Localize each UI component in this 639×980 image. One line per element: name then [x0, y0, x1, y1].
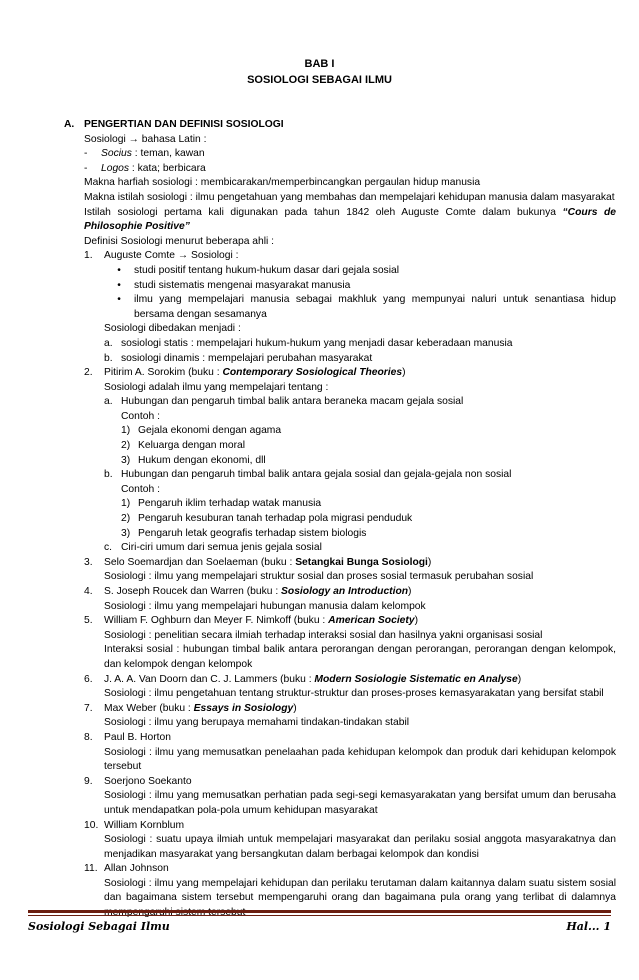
expert-item: 10. William Kornblum Sosiologi : suatu upaya ilmiah untuk mempelajari masyarakat dan perilaku sosial anggota masyarakatnya dan menjadikan masyarakat yang bersangkutan dalam berbagai kelompok dan kondisi	[84, 819, 616, 863]
etymology-item: - Socius : teman, kawan	[84, 148, 205, 160]
etymology-term: Socius	[101, 148, 132, 160]
example-item: 3) Hukum dengan ekonomi, dll	[121, 454, 266, 466]
bullet-icon: •	[117, 264, 121, 276]
section-heading	[64, 118, 616, 133]
expert-name: William F. Oghburn dan Meyer F. Nimkoff (buku : American Society)	[104, 615, 418, 627]
chapter-label: BAB I	[304, 58, 335, 70]
expert-item: 6. J. A. A. Van Doorn dan C. J. Lammers (buku : Modern Sosiologie Sistematic en Analyse) Sosiologi : ilmu pengetahuan tentang struktur-struktur dan proses-proses kemasyarakatan yang bersifat stabil	[84, 673, 616, 702]
expert-name: Paul B. Horton	[104, 731, 171, 743]
expert-name: William Kornblum	[104, 819, 185, 831]
first-use-paragraph: Istilah sosiologi pertama kali digunakan pada tahun 1842 oleh Auguste Comte dalam bukunya “Cours de Philosophie Positive”	[84, 206, 617, 233]
page-number: Hal... 1	[566, 920, 611, 933]
example-item: 2) Pengaruh kesuburan tanah terhadap pola migrasi penduduk	[121, 513, 413, 525]
expert-item: 2. Pitirim A. Sorokim (buku : Contemporary Sosiological Theories) Sosiologi adalah ilmu yang mempelajari tentang : a. Hubungan dan pengaruh timbal balik antara beraneka macam gejala sosial Contoh : 1) Gejala ekonomi dengan agama 2) Keluarga dengan moral 3) Hukum dengan ekonomi, dll b. Hubungan dan pengaruh timbal balik antara gejala sosial dan gejala-gejala non sosial Contoh : 1) Pengaruh iklim terhadap watak manusia 2) Pengaruh kesuburan tanah terhadap pola migrasi penduduk 3) Pengaruh letak geografis terhadap sistem biologis c. Ciri-ciri umum dari semua jenis gejala sosial	[84, 366, 616, 556]
book-title: American Society	[328, 615, 415, 627]
footer-rule-thin	[28, 915, 611, 916]
bullet-item: • studi sistematis mengenai masyarakat manusia	[104, 279, 616, 294]
example-label: Contoh :	[121, 483, 160, 495]
expert-definition: Interaksi sosial : hubungan timbal balik antara perorangan dengan perorangan, perorangan dengan kelompok, dan kelompok dengan kelompok	[104, 644, 616, 670]
etymology-intro: Sosiologi → bahasa Latin :	[84, 133, 207, 145]
expert-name: Auguste Comte → Sosiologi :	[104, 250, 239, 262]
footer-rule-thick	[28, 910, 611, 913]
book-title: Modern Sosiologie Sistematic en Analyse	[314, 673, 518, 685]
expert-definition: Sosiologi : ilmu yang memusatkan penelaahan pada kehidupan kelompok dan produk dari kehidupan kelompok tersebut	[104, 746, 616, 773]
expert-definition: Sosiologi : ilmu yang mempelajari kehidupan dan perilaku terutaman dalam kaitannya dalam suatu sistem sosial dan bagaimana sistem tersebut mempengaruhi orang dan bagaimana pula orang yang terlibat di dalamnya	[104, 877, 616, 904]
expert-item: 3. Selo Soemardjan dan Soelaeman (buku : Setangkai Bunga Sosiologi) Sosiologi : ilmu yang mempelajari struktur sosial dan proses sosial termasuk perubahan sosial	[84, 556, 616, 585]
book-title: Sosiology an Introduction	[281, 586, 409, 597]
expert-name: Max Weber (buku : Essays in Sosiology)	[104, 702, 297, 714]
division-intro: Sosiologi dibedakan menjadi :	[104, 323, 241, 335]
expert-name: Selo Soemardjan dan Soelaeman (buku : Setangkai Bunga Sosiologi)	[104, 556, 432, 568]
example-item: 1) Gejala ekonomi dengan agama	[121, 425, 282, 437]
expert-item: 7. Max Weber (buku : Essays in Sosiology) Sosiologi : ilmu yang berupaya memahami tindakan-tindakan stabil	[84, 702, 616, 731]
section-label: A.	[64, 119, 75, 130]
expert-item: 1. Auguste Comte → Sosiologi : • studi positif tentang hukum-hukum dasar dari gejala sosial • studi sistematis mengenai masyarakat manusia • ilmu yang mempelajari manusia sebagai makhluk yang mempunyai naluri untuk senantiasa hidup bersama dengan sesamanya Sosiologi dibedakan menjadi : a. sosiologi statis : mempelajari hukum-hukum yang menjadi dasar keberadaan manusia b. sosiologi dinamis : mempelajari perubahan masyarakat	[84, 249, 616, 366]
expert-definition: Sosiologi : suatu upaya ilmiah untuk mempelajari masyarakat dan perilaku sosial anggota masyarakatnya dan menjadikan masyarakat yang bersangkutan dalam berbagai kelompok dan kondisi	[104, 834, 616, 860]
expert-definition: Sosiologi : penelitian secara ilmiah terhadap interaksi sosial dan hasilnya yakni organisasi sosial	[104, 629, 543, 641]
literal-meaning: Makna harfiah sosiologi : membicarakan/memperbincangkan pergaulan hidup manusia	[84, 177, 481, 189]
definitions-intro: Definisi Sosiologi menurut beberapa ahli :	[84, 235, 275, 247]
footer-title: Sosiologi Sebagai Ilmu	[28, 920, 170, 933]
division-item: b. sosiologi dinamis : mempelajari perubahan masyarakat	[104, 352, 373, 364]
expert-definition: Sosiologi : ilmu pengetahuan tentang struktur-struktur dan proses-proses kemasyarakatan yang bersifat stabil	[104, 688, 604, 700]
book-title: Setangkai Bunga Sosiologi	[295, 556, 428, 568]
bullet-icon: •	[117, 279, 121, 291]
book-title: Contemporary Sosiological Theories	[222, 367, 403, 379]
division-item: a. sosiologi statis : mempelajari hukum-hukum yang menjadi dasar keberadaan manusia	[104, 337, 513, 349]
expert-definition: Sosiologi : ilmu yang berupaya memahami tindakan-tindakan stabil	[104, 717, 410, 729]
expert-definition: Sosiologi : ilmu yang mempelajari struktur sosial dan proses sosial termasuk perubahan sosial	[104, 571, 534, 583]
expert-name: S. Joseph Roucek dan Warren (buku : Sosiology an Introduction)	[104, 586, 412, 597]
example-item: 3) Pengaruh letak geografis terhadap sistem biologis	[121, 527, 367, 539]
expert-definition: Sosiologi : ilmu yang mempelajari hubungan manusia dalam kelompok	[104, 600, 426, 612]
expert-name: J. A. A. Van Doorn dan C. J. Lammers (buku : Modern Sosiologie Sistematic en Analyse)	[104, 673, 522, 685]
book-title: Essays in Sosiology	[193, 702, 294, 714]
sub-item: b. Hubungan dan pengaruh timbal balik antara gejala sosial dan gejala-gejala non sosial Contoh : 1) Pengaruh iklim terhadap watak manusia 2) Pengaruh kesuburan tanah terhadap pola migrasi penduduk 3) Pengaruh letak geografis terhadap sistem biologis	[104, 468, 616, 541]
expert-item: 9. Soerjono Soekanto Sosiologi : ilmu yang memusatkan perhatian pada segi-segi kemasyarakatan yang bersifat umum dan berusaha untuk mendapatkan pola-pola umum kehidupan masyarakat	[84, 775, 616, 819]
term-meaning: Makna istilah sosiologi : ilmu pengetahuan yang membahas dan mempelajari kehidupan manusia dalam masyarakat	[84, 191, 615, 203]
example-item: 1) Pengaruh iklim terhadap watak manusia	[121, 498, 322, 510]
bullet-icon: •	[117, 294, 121, 306]
sub-item: a. Hubungan dan pengaruh timbal balik antara beraneka macam gejala sosial Contoh : 1) Gejala ekonomi dengan agama 2) Keluarga dengan moral 3) Hukum dengan ekonomi, dll	[104, 395, 616, 468]
document-body	[64, 118, 616, 921]
expert-definition: Sosiologi : ilmu yang memusatkan perhatian pada segi-segi kemasyarakatan yang bersifat umum dan berusaha untuk mendapatkan pola-pola umum kehidupan masyarakat	[104, 790, 616, 816]
bullet-item: • ilmu yang mempelajari manusia sebagai makhluk yang mempunyai naluri untuk senantiasa hidup bersama dengan sesamanya	[104, 293, 616, 322]
book-title: “Cours de Philosophie Positive”	[84, 206, 617, 233]
expert-item: 8. Paul B. Horton Sosiologi : ilmu yang memusatkan penelaahan pada kehidupan kelompok dan produk dari kehidupan kelompok tersebut	[84, 731, 616, 775]
example-item: 2) Keluarga dengan moral	[121, 440, 246, 452]
expert-name: Soerjono Soekanto	[104, 775, 192, 787]
section-title: PENGERTIAN DAN DEFINISI SOSIOLOGI	[84, 119, 284, 130]
expert-definition: Sosiologi adalah ilmu yang mempelajari tentang :	[104, 381, 329, 393]
example-label: Contoh :	[121, 410, 160, 422]
etymology-item: - Logos : kata; berbicara	[84, 162, 206, 174]
etymology-term: Logos	[101, 162, 130, 174]
chapter-title: SOSIOLOGI SEBAGAI ILMU	[247, 74, 392, 86]
expert-item: 5. William F. Oghburn dan Meyer F. Nimkoff (buku : American Society) Sosiologi : penelitian secara ilmiah terhadap interaksi sosial dan hasilnya yakni organisasi sosial Interaksi sosial : hubungan timbal balik antara perorangan dengan perorangan, perorangan dengan kelompok, dan kelompok dengan kelompok	[84, 614, 616, 672]
expert-name: Pitirim A. Sorokim (buku : Contemporary Sosiological Theories)	[104, 367, 406, 379]
expert-item: 4. S. Joseph Roucek dan Warren (buku : Sosiology an Introduction) Sosiologi : ilmu yang mempelajari hubungan manusia dalam kelompok	[84, 585, 616, 614]
expert-item: 11. Allan Johnson Sosiologi : ilmu yang mempelajari kehidupan dan perilaku terutaman dalam kaitannya dalam suatu sistem sosial dan bagaimana sistem tersebut mempengaruhi orang dan bagaimana pula orang yang terlibat di dalamnya	[84, 862, 616, 920]
sub-item: c. Ciri-ciri umum dari semua jenis gejala sosial	[104, 542, 322, 554]
expert-name: Allan Johnson	[104, 863, 169, 875]
bullet-item: • studi positif tentang hukum-hukum dasar dari gejala sosial	[104, 264, 616, 279]
